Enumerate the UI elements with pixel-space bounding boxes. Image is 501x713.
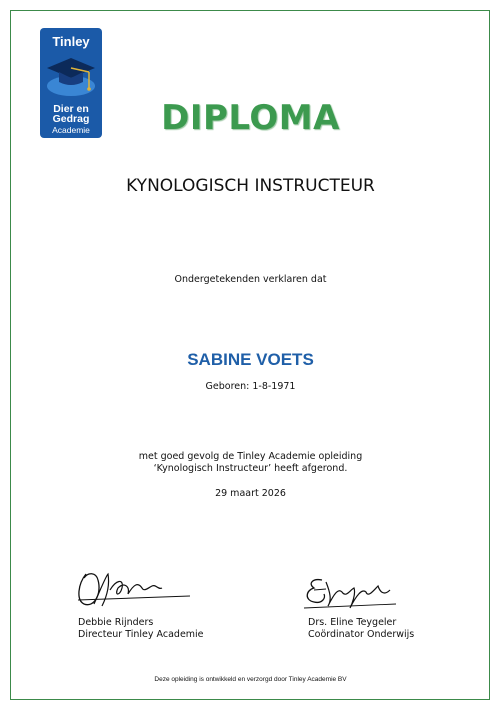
logo-line3: Academie xyxy=(52,125,90,135)
signer-2-role: Coördinator Onderwijs xyxy=(308,629,415,640)
recipient-name: SABINE VOETS xyxy=(187,350,314,369)
diploma-title: DIPLOMA xyxy=(161,98,340,138)
signer-1-role: Directeur Tinley Academie xyxy=(78,629,204,640)
signer-1 xyxy=(78,617,204,641)
logo-line2: Gedrag xyxy=(52,113,90,125)
signer-2 xyxy=(308,617,414,641)
signer-1-name: Debbie Rijnders xyxy=(78,617,154,628)
signature-teygeler xyxy=(296,570,426,614)
recipient-birthdate: Geboren: 1-8-1971 xyxy=(205,381,296,392)
completion-line1: met goed gevolg de Tinley Academie opleiding xyxy=(138,451,363,462)
signature-rijnders xyxy=(72,566,202,610)
signer-2-name: Drs. Eline Teygeler xyxy=(308,617,397,628)
footer-note: Deze opleiding is ontwikkeld en verzorgd door Tinley Academie BV xyxy=(154,676,347,683)
completion-line2: ‘Kynologisch Instructeur’ heeft afgerond. xyxy=(153,463,348,474)
graduation-cap-icon xyxy=(45,52,97,100)
statement-text: Ondergetekenden verklaren dat xyxy=(174,274,327,285)
course-name: KYNOLOGISCH INSTRUCTEUR xyxy=(126,176,375,196)
completion-date: 29 maart 2026 xyxy=(215,488,286,499)
logo-line1: Dier en xyxy=(53,103,89,115)
logo-brand: Tinley xyxy=(52,34,90,49)
